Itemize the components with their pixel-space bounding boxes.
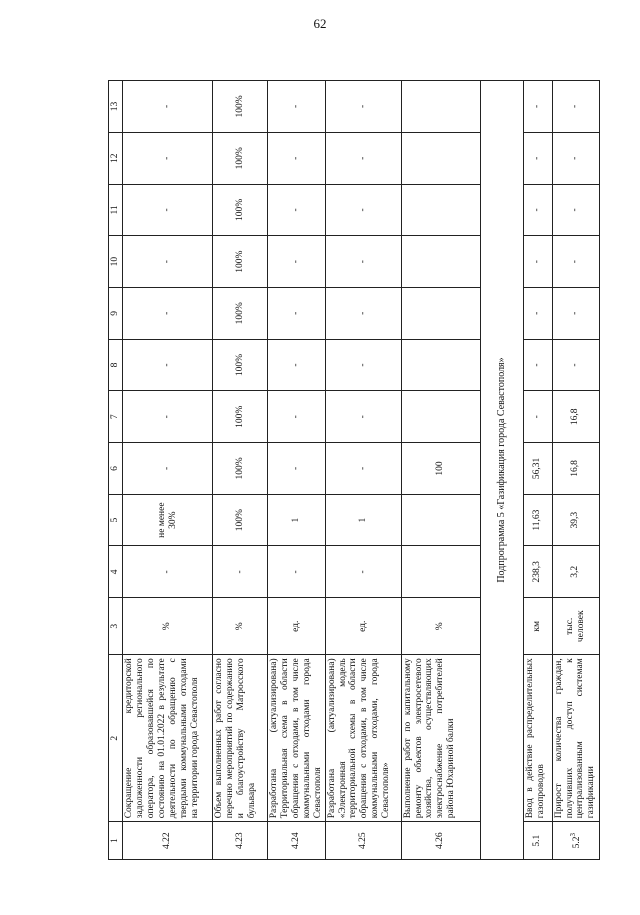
header-cell: 5 (109, 494, 123, 546)
value-cell: 100% (213, 236, 268, 288)
unit-cell: ед. (268, 598, 326, 655)
value-cell: 39,3 (552, 494, 599, 546)
value-cell: - (123, 443, 213, 495)
value-cell: 100% (213, 81, 268, 133)
header-cell: 3 (109, 598, 123, 655)
value-cell: - (268, 391, 326, 443)
header-cell: 7 (109, 391, 123, 443)
value-cell: 11,63 (523, 494, 552, 546)
value-cell: не менее 30% (123, 494, 213, 546)
unit-cell: % (401, 598, 480, 655)
value-cell: - (325, 132, 401, 184)
header-cell: 2 (109, 655, 123, 822)
value-cell: - (123, 81, 213, 133)
indicator-name: Объем выполненных работ согласно перечню мероприятий по содержанию и благоустройству Матросского бульвара (213, 655, 268, 822)
table-row (325, 81, 401, 860)
header-cell: 11 (109, 184, 123, 236)
value-cell: - (268, 236, 326, 288)
value-cell: - (552, 287, 599, 339)
value-cell: - (523, 339, 552, 391)
value-cell: 100% (213, 287, 268, 339)
header-cell: 6 (109, 443, 123, 495)
value-cell: 16,8 (552, 443, 599, 495)
value-cell (401, 236, 480, 288)
table-header-row (109, 81, 123, 860)
value-cell: - (523, 132, 552, 184)
value-cell: - (268, 184, 326, 236)
value-cell: 100 (401, 443, 480, 495)
subprogram-title: Подпрограмма 5 «Газификация города Севастополя» (480, 81, 523, 860)
value-cell: - (325, 546, 401, 598)
page-number: 62 (313, 16, 327, 31)
value-cell (401, 339, 480, 391)
table-row (123, 81, 213, 860)
subprogram-row (480, 81, 523, 860)
value-cell: - (268, 443, 326, 495)
value-cell: - (268, 339, 326, 391)
unit-cell: тыс. человек (552, 598, 599, 655)
value-cell: - (523, 236, 552, 288)
value-cell: - (552, 184, 599, 236)
header-cell: 8 (109, 339, 123, 391)
table-row (213, 81, 268, 860)
unit-cell: % (123, 598, 213, 655)
indicator-name: Разработана (актуализирована) «Электронная модель территориальной схемы в области обращения с отходами, в том числе коммунальными отходами, города Севастополя» (325, 655, 401, 822)
value-cell: 100% (213, 339, 268, 391)
row-number: 4.24 (268, 822, 326, 860)
footnote-mark: 3 (568, 832, 577, 837)
indicator-table (108, 80, 600, 860)
value-cell: - (213, 546, 268, 598)
value-cell: 100% (213, 184, 268, 236)
value-cell: - (523, 81, 552, 133)
row-number: 4.25 (325, 822, 401, 860)
indicator-name: Сокращение кредиторской задолженности регионального оператора, образовавшейся по состоянию на 01.01.2022 в результате деятельности по обращению с твердыми коммунальными отходами на территории города Севастополя (123, 655, 213, 822)
value-cell: - (123, 339, 213, 391)
unit-cell: ед. (325, 598, 401, 655)
value-cell: 1 (268, 494, 326, 546)
value-cell: - (523, 287, 552, 339)
value-cell (401, 184, 480, 236)
value-cell: - (123, 236, 213, 288)
value-cell: - (325, 81, 401, 133)
value-cell: 3,2 (552, 546, 599, 598)
table-row (552, 81, 599, 860)
value-cell (401, 546, 480, 598)
value-cell: - (268, 287, 326, 339)
value-cell: 16,8 (552, 391, 599, 443)
value-cell: 1 (325, 494, 401, 546)
value-cell: - (268, 81, 326, 133)
value-cell: 56,31 (523, 443, 552, 495)
row-number: 4.26 (401, 822, 480, 860)
value-cell: - (325, 339, 401, 391)
table-row (523, 81, 552, 860)
value-cell: - (123, 287, 213, 339)
value-cell: - (552, 236, 599, 288)
value-cell: - (268, 132, 326, 184)
value-cell: - (123, 546, 213, 598)
value-cell: - (523, 391, 552, 443)
value-cell: - (325, 184, 401, 236)
indicator-name: Выполнение работ по капитальному ремонту объектов электросетевого хозяйства, осуществляющих электроснабжение потребителей района Юхариной балки (401, 655, 480, 822)
value-cell (401, 391, 480, 443)
indicator-name: Разработана (актуализирована) Территориальная схема в области обращения с отходами, в том числе коммунальными отходами города Севастополя (268, 655, 326, 822)
value-cell: - (325, 287, 401, 339)
header-cell: 12 (109, 132, 123, 184)
row-number (552, 822, 599, 860)
value-cell: - (123, 184, 213, 236)
value-cell: - (325, 236, 401, 288)
value-cell (401, 81, 480, 133)
header-cell: 4 (109, 546, 123, 598)
value-cell: - (552, 339, 599, 391)
value-cell: - (523, 184, 552, 236)
indicator-name: Ввод в действие распределительных газопроводов (523, 655, 552, 822)
value-cell: - (325, 391, 401, 443)
table-row (268, 81, 326, 860)
header-cell: 10 (109, 236, 123, 288)
unit-cell: % (213, 598, 268, 655)
value-cell: - (123, 132, 213, 184)
row-number-text: 5.2 (571, 836, 582, 849)
row-number: 4.23 (213, 822, 268, 860)
header-cell: 9 (109, 287, 123, 339)
value-cell (401, 132, 480, 184)
value-cell: - (325, 443, 401, 495)
row-number: 5.1 (523, 822, 552, 860)
value-cell: - (552, 81, 599, 133)
value-cell (401, 494, 480, 546)
value-cell: 238,3 (523, 546, 552, 598)
value-cell: 100% (213, 132, 268, 184)
value-cell: 100% (213, 494, 268, 546)
row-number: 4.22 (123, 822, 213, 860)
header-cell: 1 (109, 822, 123, 860)
value-cell: 100% (213, 443, 268, 495)
value-cell: - (552, 132, 599, 184)
unit-cell: км (523, 598, 552, 655)
value-cell: - (268, 546, 326, 598)
value-cell: 100% (213, 391, 268, 443)
table-row (401, 81, 480, 860)
value-cell: - (123, 391, 213, 443)
indicator-name: Прирост количества граждан, получивших доступ к централизованным системам газификации (552, 655, 599, 822)
value-cell (401, 287, 480, 339)
header-cell: 13 (109, 81, 123, 133)
indicator-table-wrapper (108, 80, 597, 860)
